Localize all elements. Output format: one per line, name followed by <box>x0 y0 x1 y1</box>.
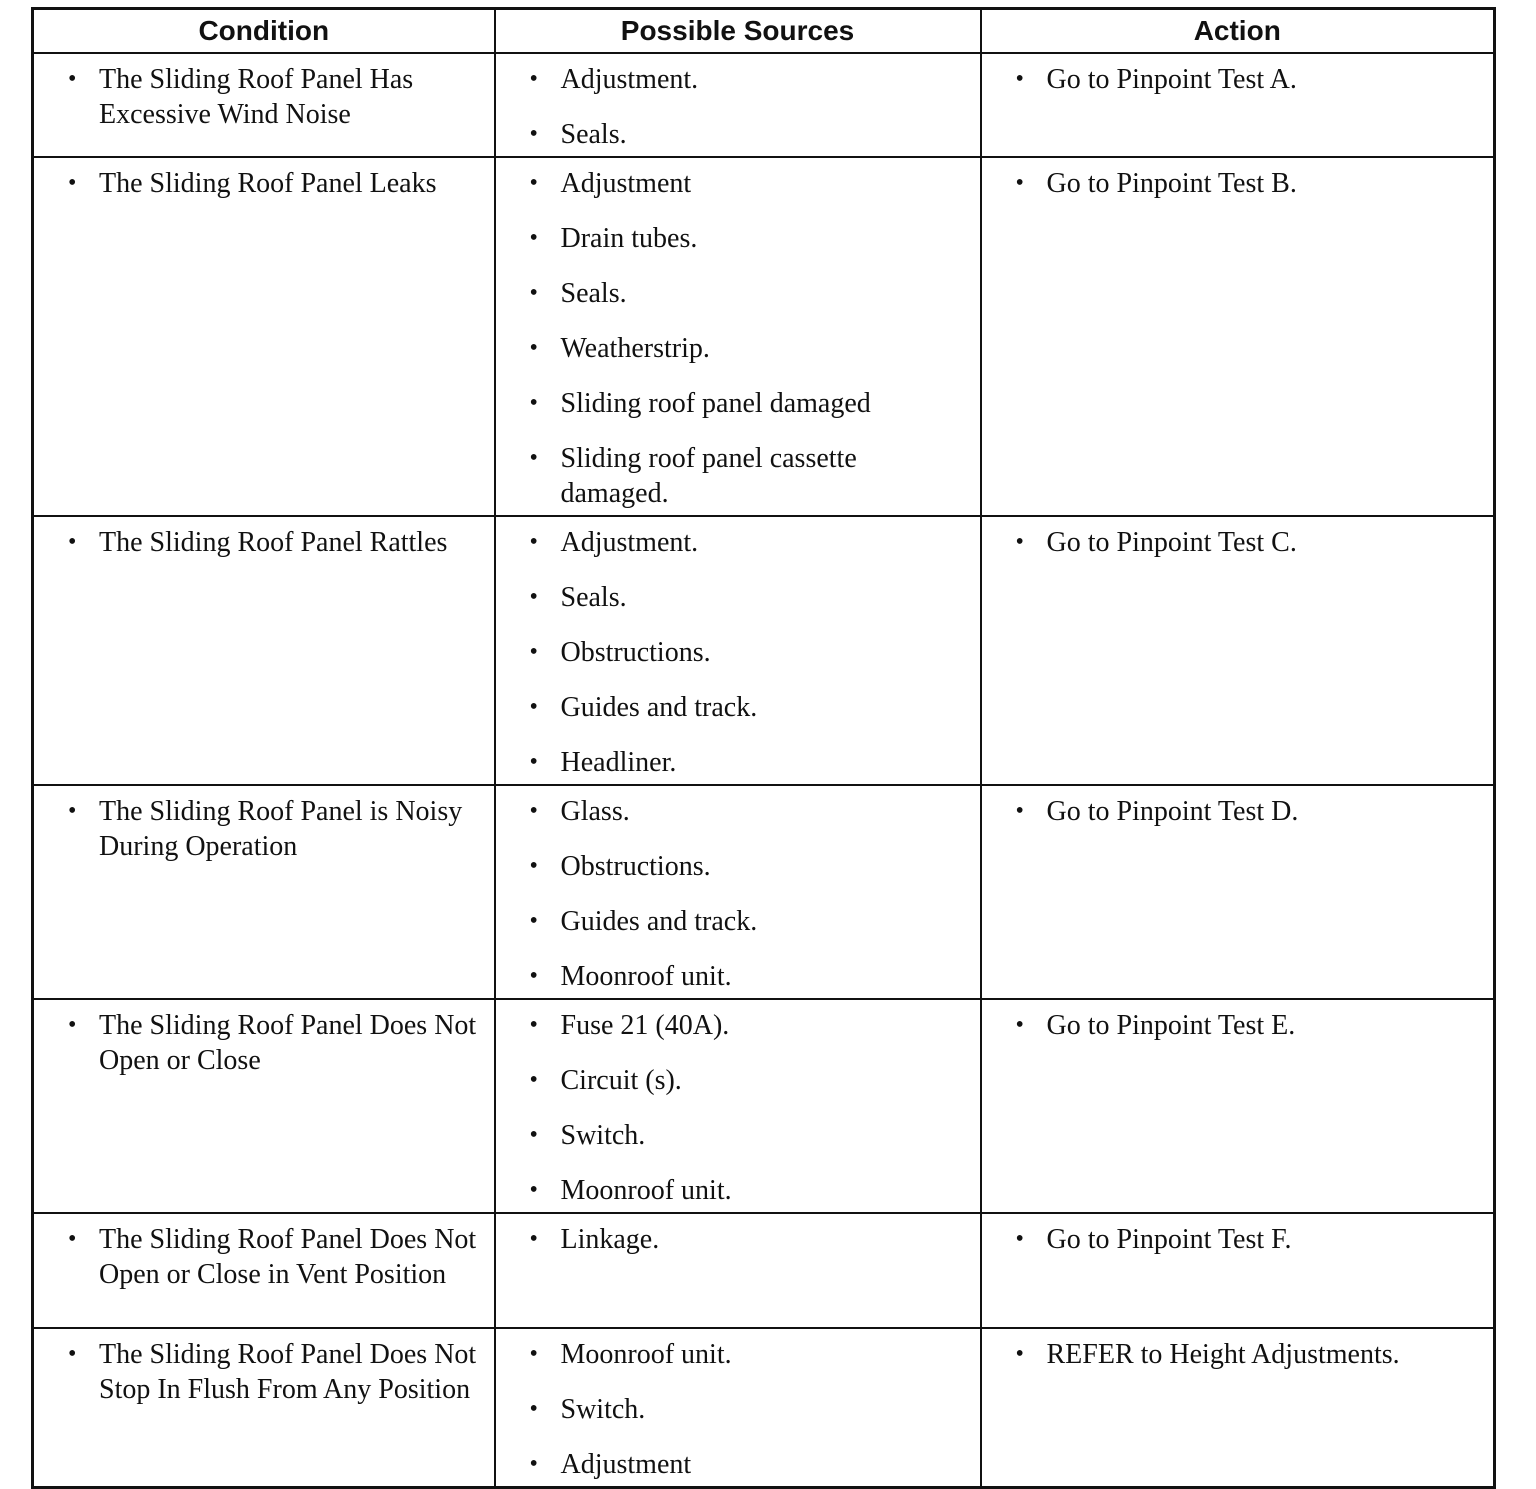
bullet-icon: • <box>529 1341 538 1367</box>
list-item <box>1012 794 1484 829</box>
header-condition: Condition <box>33 9 495 54</box>
bullet-icon: • <box>529 1122 538 1148</box>
table-row <box>33 999 1495 1213</box>
condition-cell <box>33 157 495 516</box>
list-item <box>64 525 484 560</box>
sources-cell-text: Seals. <box>560 119 627 150</box>
bullet-icon: • <box>68 1226 77 1252</box>
list-item <box>526 276 970 311</box>
condition-cell <box>33 516 495 785</box>
list-item <box>526 1337 970 1372</box>
bullet-icon: • <box>1015 1012 1024 1038</box>
list-item <box>526 331 970 366</box>
sources-cell-text: Guides and track. <box>560 906 758 937</box>
list-item <box>526 386 970 421</box>
table-row <box>33 516 1495 785</box>
sources-cell <box>495 1328 981 1488</box>
sources-cell-list <box>526 1337 970 1482</box>
sources-cell-list <box>526 1008 970 1208</box>
list-item <box>526 1063 970 1098</box>
bullet-icon: • <box>1015 1226 1024 1252</box>
condition-cell-list <box>64 62 484 132</box>
bullet-icon: • <box>1015 1341 1024 1367</box>
list-item <box>64 1008 484 1078</box>
list-item <box>64 1337 484 1407</box>
bullet-icon: • <box>529 798 538 824</box>
list-item <box>1012 1008 1484 1043</box>
bullet-icon: • <box>529 853 538 879</box>
sources-cell-text: Guides and track. <box>560 692 758 723</box>
bullet-icon: • <box>68 529 77 555</box>
condition-cell-list <box>64 166 484 201</box>
action-cell-list <box>1012 1337 1484 1372</box>
bullet-icon: • <box>529 390 538 416</box>
sources-cell-text: Adjustment <box>560 1449 692 1480</box>
table-row <box>33 53 1495 157</box>
bullet-icon: • <box>529 1226 538 1252</box>
sources-cell-text: Sliding roof panel cassette damaged. <box>560 443 857 509</box>
action-cell <box>981 157 1495 516</box>
sources-cell-text: Glass. <box>560 796 630 827</box>
list-item <box>526 1173 970 1208</box>
condition-cell <box>33 999 495 1213</box>
bullet-icon: • <box>68 1341 77 1367</box>
condition-cell-text: The Sliding Roof Panel Has Excessive Wind Noise <box>99 64 414 130</box>
list-item <box>526 959 970 994</box>
bullet-icon: • <box>1015 798 1024 824</box>
bullet-icon: • <box>529 280 538 306</box>
bullet-icon: • <box>529 1177 538 1203</box>
list-item <box>526 1447 970 1482</box>
bullet-icon: • <box>529 1067 538 1093</box>
list-item <box>526 62 970 97</box>
list-item <box>64 794 484 864</box>
sources-cell-text: Adjustment. <box>560 527 699 558</box>
action-cell-list <box>1012 166 1484 201</box>
condition-cell <box>33 53 495 157</box>
bullet-icon: • <box>529 639 538 665</box>
list-item <box>1012 525 1484 560</box>
action-cell <box>981 53 1495 157</box>
bullet-icon: • <box>529 584 538 610</box>
condition-cell-text: The Sliding Roof Panel Rattles <box>99 527 448 558</box>
list-item <box>526 166 970 201</box>
sources-cell-list <box>526 525 970 780</box>
list-item <box>1012 1222 1484 1257</box>
action-cell-list <box>1012 1222 1484 1257</box>
sources-cell-text: Moonroof unit. <box>560 1339 732 1370</box>
sources-cell-text: Sliding roof panel damaged <box>560 388 871 419</box>
bullet-icon: • <box>68 66 77 92</box>
list-item <box>526 580 970 615</box>
list-item <box>64 1222 484 1292</box>
diagnosis-table <box>31 7 1496 1489</box>
sources-cell <box>495 999 981 1213</box>
bullet-icon: • <box>529 1012 538 1038</box>
condition-cell <box>33 1213 495 1328</box>
header-action: Action <box>981 9 1495 54</box>
condition-cell-text: The Sliding Roof Panel Does Not Open or Close <box>99 1010 477 1076</box>
bullet-icon: • <box>529 121 538 147</box>
list-item <box>64 166 484 201</box>
list-item <box>526 635 970 670</box>
sources-cell <box>495 1213 981 1328</box>
bullet-icon: • <box>529 335 538 361</box>
list-item <box>526 221 970 256</box>
list-item <box>526 1008 970 1043</box>
sources-cell-list <box>526 62 970 152</box>
condition-cell-list <box>64 1337 484 1407</box>
action-cell-text: Go to Pinpoint Test C. <box>1046 527 1297 558</box>
list-item <box>526 117 970 152</box>
condition-cell <box>33 785 495 999</box>
condition-cell <box>33 1328 495 1488</box>
sources-cell-text: Seals. <box>560 582 627 613</box>
action-cell-list <box>1012 62 1484 97</box>
bullet-icon: • <box>529 1396 538 1422</box>
bullet-icon: • <box>529 749 538 775</box>
list-item <box>1012 166 1484 201</box>
table-header-row <box>33 9 1495 54</box>
sources-cell <box>495 53 981 157</box>
bullet-icon: • <box>529 529 538 555</box>
action-cell-text: Go to Pinpoint Test B. <box>1046 168 1297 199</box>
action-cell-list <box>1012 525 1484 560</box>
list-item <box>526 441 970 511</box>
list-item <box>526 794 970 829</box>
sources-cell-text: Seals. <box>560 278 627 309</box>
bullet-icon: • <box>1015 170 1024 196</box>
bullet-icon: • <box>529 66 538 92</box>
sources-cell-text: Fuse 21 (40A). <box>560 1010 730 1041</box>
table-row <box>33 157 1495 516</box>
action-cell-list <box>1012 1008 1484 1043</box>
condition-cell-list <box>64 525 484 560</box>
list-item <box>526 690 970 725</box>
bullet-icon: • <box>529 225 538 251</box>
action-cell-text: REFER to Height Adjustments. <box>1046 1339 1400 1370</box>
bullet-icon: • <box>529 1451 538 1477</box>
sources-cell-text: Moonroof unit. <box>560 961 732 992</box>
bullet-icon: • <box>529 963 538 989</box>
list-item <box>526 849 970 884</box>
sources-cell-text: Headliner. <box>560 747 677 778</box>
sources-cell-text: Adjustment. <box>560 64 699 95</box>
condition-cell-list <box>64 794 484 864</box>
sources-cell-text: Obstructions. <box>560 637 711 668</box>
table-body <box>33 53 1495 1488</box>
bullet-icon: • <box>529 908 538 934</box>
list-item <box>526 745 970 780</box>
sources-cell <box>495 785 981 999</box>
action-cell-list <box>1012 794 1484 829</box>
action-cell <box>981 1328 1495 1488</box>
sources-cell-text: Weatherstrip. <box>560 333 710 364</box>
sources-cell-text: Switch. <box>560 1120 646 1151</box>
list-item <box>64 62 484 132</box>
action-cell-text: Go to Pinpoint Test F. <box>1046 1224 1292 1255</box>
bullet-icon: • <box>1015 66 1024 92</box>
condition-cell-text: The Sliding Roof Panel Does Not Stop In Flush From Any Position <box>99 1339 477 1405</box>
condition-cell-text: The Sliding Roof Panel is Noisy During Operation <box>99 796 463 862</box>
action-cell-text: Go to Pinpoint Test A. <box>1046 64 1297 95</box>
list-item <box>526 904 970 939</box>
sources-cell-list <box>526 794 970 994</box>
condition-cell-list <box>64 1222 484 1292</box>
action-cell-text: Go to Pinpoint Test D. <box>1046 796 1299 827</box>
sources-cell <box>495 516 981 785</box>
list-item <box>526 1118 970 1153</box>
condition-cell-list <box>64 1008 484 1078</box>
list-item <box>526 1392 970 1427</box>
action-cell <box>981 785 1495 999</box>
sources-cell-text: Switch. <box>560 1394 646 1425</box>
sources-cell-text: Moonroof unit. <box>560 1175 732 1206</box>
bullet-icon: • <box>68 798 77 824</box>
sources-cell-list <box>526 1222 970 1257</box>
bullet-icon: • <box>529 694 538 720</box>
bullet-icon: • <box>529 445 538 471</box>
header-possible-sources: Possible Sources <box>495 9 981 54</box>
list-item <box>526 525 970 560</box>
list-item <box>1012 62 1484 97</box>
table-row <box>33 785 1495 999</box>
sources-cell-text: Drain tubes. <box>560 223 698 254</box>
sources-cell-text: Obstructions. <box>560 851 711 882</box>
table-row <box>33 1213 1495 1328</box>
sources-cell-text: Linkage. <box>560 1224 660 1255</box>
action-cell-text: Go to Pinpoint Test E. <box>1046 1010 1296 1041</box>
bullet-icon: • <box>68 170 77 196</box>
bullet-icon: • <box>68 1012 77 1038</box>
sources-cell <box>495 157 981 516</box>
sources-cell-text: Adjustment <box>560 168 692 199</box>
action-cell <box>981 1213 1495 1328</box>
bullet-icon: • <box>529 170 538 196</box>
table-row <box>33 1328 1495 1488</box>
action-cell <box>981 516 1495 785</box>
sources-cell-text: Circuit (s). <box>560 1065 682 1096</box>
condition-cell-text: The Sliding Roof Panel Leaks <box>99 168 437 199</box>
action-cell <box>981 999 1495 1213</box>
condition-cell-text: The Sliding Roof Panel Does Not Open or Close in Vent Position <box>99 1224 477 1290</box>
bullet-icon: • <box>1015 529 1024 555</box>
list-item <box>1012 1337 1484 1372</box>
sources-cell-list <box>526 166 970 511</box>
list-item <box>526 1222 970 1257</box>
